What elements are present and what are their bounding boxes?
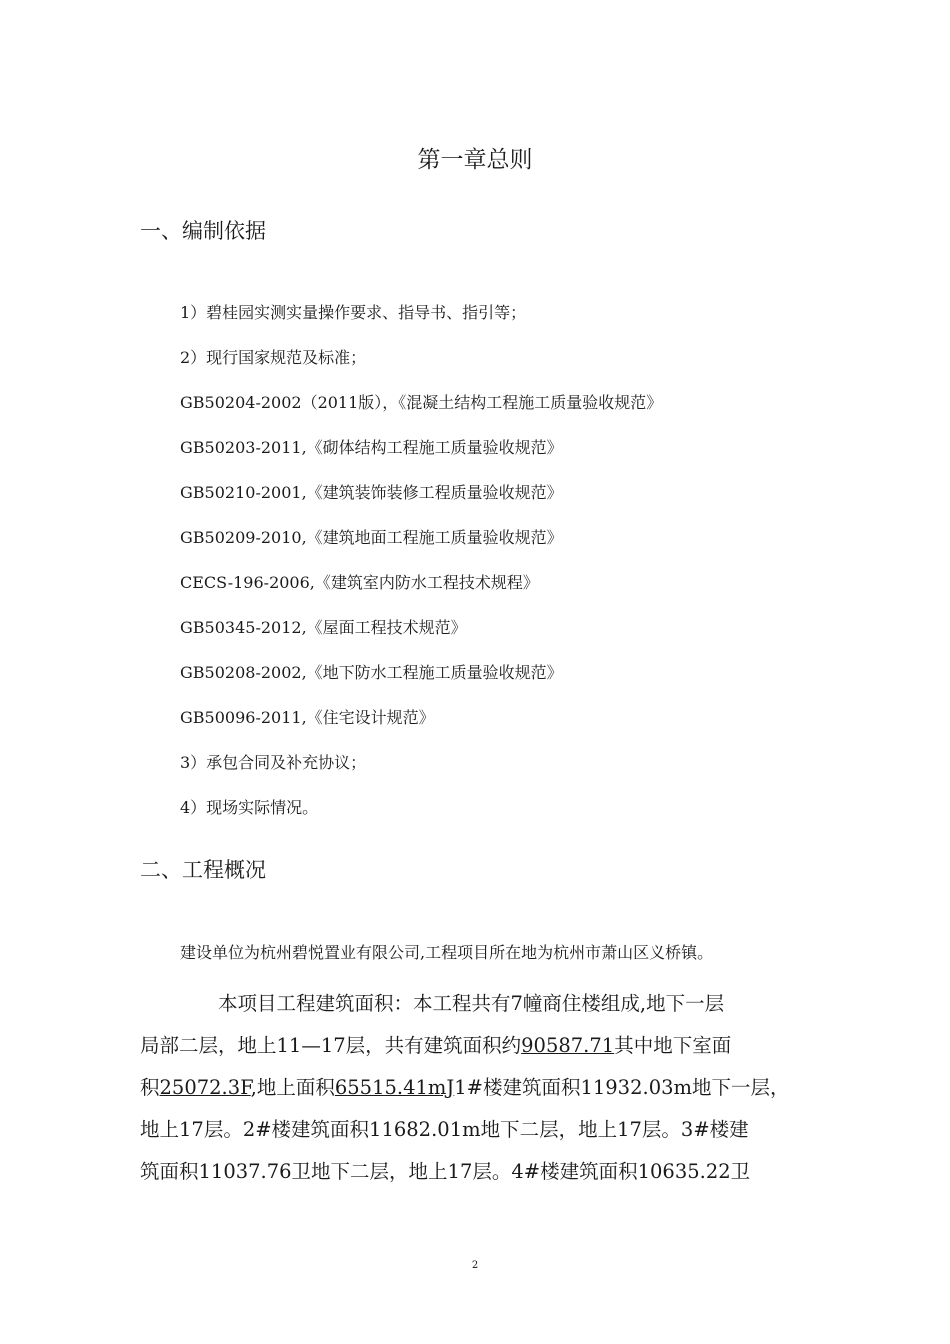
list-item: 1）碧桂园实测实量操作要求、指导书、指引等； (180, 303, 527, 322)
body-text: ,地上面积 (250, 1076, 335, 1099)
list-item: 3）承包合同及补充协议； (180, 753, 367, 772)
list-item: GB50203-2011,《砌体结构工程施工质量验收规范》 (180, 438, 563, 457)
body-line: 筑面积11037.76卫地下二层，地上17层。4#楼建筑面积10635.22卫 (140, 1160, 751, 1183)
page-number: 2 (471, 1260, 479, 1271)
list-item: GB50208-2002,《地下防水工程施工质量验收规范》 (180, 663, 563, 682)
body-text: 其中地下室面 (614, 1034, 732, 1057)
chapter-title: 第一章总则 (417, 147, 533, 173)
body-line: 地上17层。2#楼建筑面积11682.01m地下二层，地上17层。3#楼建 (140, 1118, 749, 1141)
list-item: GB50210-2001,《建筑装饰装修工程质量验收规范》 (180, 483, 563, 502)
above-ground-area-value: 65515.41mJ (334, 1076, 455, 1099)
list-item: GB50204-2002（2011版），《混凝土结构工程施工质量验收规范》 (180, 393, 663, 412)
basement-area-value: 25072.3F (159, 1076, 251, 1099)
reference-list (180, 302, 662, 842)
overview-body (140, 983, 820, 1193)
body-text: 1#楼建筑面积11932.03m地下一层， (454, 1076, 790, 1099)
overview-intro: 建设单位为杭州碧悦置业有限公司,工程项目所在地为杭州市萧山区义桥镇。 (180, 943, 714, 962)
list-item: GB50209-2010,《建筑地面工程施工质量验收规范》 (180, 528, 563, 547)
body-text: 积 (140, 1076, 160, 1099)
body-line (140, 1067, 820, 1109)
section-heading-basis: 一、编制依据 (140, 219, 266, 243)
body-line (140, 1025, 820, 1067)
list-item: CECS-196-2006,《建筑室内防水工程技术规程》 (180, 573, 539, 592)
body-text: 局部二层，地上11—17层，共有建筑面积约 (140, 1034, 522, 1057)
section-heading-overview: 二、工程概况 (140, 858, 266, 882)
list-item: 4）现场实际情况。 (180, 798, 319, 817)
body-line: 本项目工程建筑面积：本工程共有7幢商住楼组成,地下一层 (218, 992, 725, 1015)
total-area-value: 90587.71 (521, 1034, 615, 1057)
list-item: 2）现行国家规范及标准； (180, 348, 367, 367)
list-item: GB50096-2011,《住宅设计规范》 (180, 708, 435, 727)
list-item: GB50345-2012,《屋面工程技术规范》 (180, 618, 467, 637)
